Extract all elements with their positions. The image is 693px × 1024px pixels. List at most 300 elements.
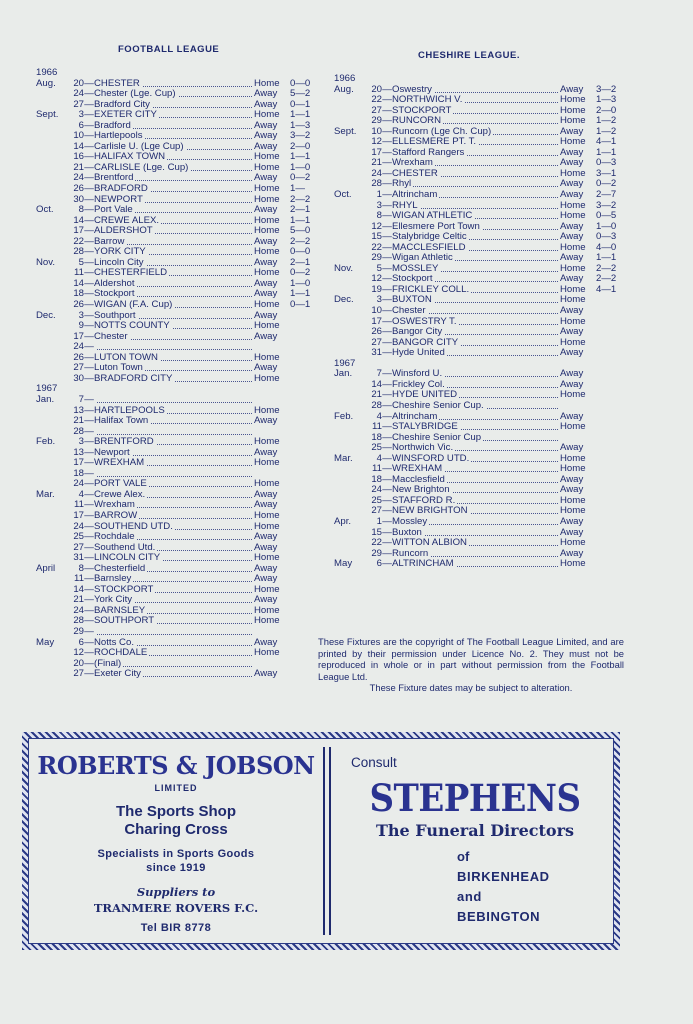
fixture-month (334, 137, 368, 148)
fixture-score (290, 606, 318, 617)
opponent-name: BRADFORD CITY (94, 373, 173, 384)
fixture-month (36, 173, 70, 184)
opponent-name: Exeter City (94, 669, 141, 680)
fixture-date: 27 (371, 336, 382, 348)
fixture-opponent (94, 332, 254, 343)
fixture-dash: — (382, 494, 392, 506)
fixture-date: 26 (371, 326, 382, 338)
fixture-dash: — (84, 436, 94, 448)
fixture-opponent (94, 564, 254, 575)
ad-shop-line: Charing Cross (124, 821, 228, 838)
fixture-date: 31 (371, 347, 382, 359)
fixture-date: 1 (376, 515, 382, 527)
opponent-name: FRICKLEY COLL. (392, 284, 470, 295)
fixture-venue: Home (254, 478, 280, 490)
ad-place: BIRKENHEAD (457, 869, 550, 884)
fixture-date: 27 (371, 505, 382, 517)
opponent-name: Altrincham (392, 190, 438, 201)
fixture-dash: — (382, 421, 392, 433)
fixture-venue: Away (254, 573, 278, 585)
opponent-name: SOUTHPORT (94, 616, 155, 627)
ad-of: of (457, 849, 470, 864)
fixture-dash: — (382, 336, 392, 348)
opponent-name: Rochdale (94, 532, 135, 543)
opponent-name: CHESTERFIELD (94, 268, 168, 279)
opponent-name: Stockport (94, 289, 135, 300)
fixture-month: Sept. (334, 125, 357, 137)
opponent-name: BARNSLEY (94, 605, 146, 616)
ad-limited: LIMITED (154, 783, 198, 793)
fixture-month (36, 268, 70, 279)
fixture-date: 29 (371, 547, 382, 559)
fixture-month (36, 353, 70, 364)
fixture-opponent (94, 543, 254, 554)
opponent-name: Luton Town (94, 363, 143, 374)
fixture-row (334, 306, 624, 317)
opponent-name: CHESTER (94, 78, 140, 89)
fixture-venue: Home (560, 167, 586, 179)
fixture-opponent (392, 274, 560, 285)
fixture-month (36, 289, 70, 300)
fixture-month (36, 131, 70, 142)
fixture-venue: Home (254, 604, 280, 616)
fixture-venue (560, 401, 596, 412)
fixture-dash: — (84, 341, 94, 353)
fixture-opponent (94, 500, 254, 511)
fixture-dash: — (84, 372, 94, 384)
fixture-date: 27 (73, 362, 84, 374)
fixture-opponent (392, 285, 560, 296)
football-league-fixtures (36, 68, 318, 680)
fixture-dash: — (382, 294, 392, 306)
opponent-name: Ellesmere Port Town (392, 221, 480, 232)
fixture-score (290, 374, 318, 385)
fixture-opponent (392, 422, 560, 433)
fixture-date: 13 (73, 404, 84, 416)
cheshire-league-title: CHESHIRE LEAGUE. (418, 50, 520, 61)
fixture-score: 2—2 (596, 273, 617, 285)
fixture-venue: Away (254, 668, 278, 680)
fixture-venue: Home (254, 509, 280, 521)
fixture-venue: Away (254, 362, 278, 374)
fixture-date: 10 (371, 305, 382, 317)
fixture-date: 3 (78, 309, 84, 321)
fixture-month (334, 222, 368, 233)
fixture-month (334, 317, 368, 328)
fixture-score: 3—2 (290, 130, 311, 142)
fixture-score: 1—1 (290, 288, 311, 300)
fixture-opponent (94, 606, 254, 617)
fixture-month (36, 522, 70, 533)
fixture-month (36, 152, 70, 163)
opponent-name: STOCKPORT (392, 105, 452, 116)
opponent-name: (Final) (94, 658, 122, 669)
fixture-score (596, 295, 624, 306)
fixture-row (334, 559, 624, 570)
fixture-month (36, 669, 70, 680)
fixture-score (290, 490, 318, 501)
fixture-dash: — (382, 347, 392, 359)
fixture-venue: Home (254, 615, 280, 627)
fixture-opponent (94, 342, 254, 353)
fixture-score (290, 532, 318, 543)
fixture-venue: Away (560, 231, 584, 243)
fixture-venue: Away (254, 562, 278, 574)
opponent-name: Brentford (94, 173, 134, 184)
fixture-dash: — (382, 368, 392, 380)
fixture-date: 26 (73, 299, 84, 311)
fixture-score: 4—0 (596, 241, 617, 253)
fixture-venue: Away (560, 368, 584, 380)
opponent-name (94, 342, 96, 352)
opponent-name: Macclesfield (392, 474, 445, 485)
fixture-month (334, 201, 368, 212)
fixture-date: 12 (371, 220, 382, 232)
opponent-name: Notts Co. (94, 637, 134, 648)
fixture-score (596, 338, 624, 349)
fixture-date: 14 (73, 277, 84, 289)
fixture-row (36, 184, 318, 195)
fixture-date: 10 (371, 125, 382, 137)
fixture-opponent (94, 237, 254, 248)
opponent-name: Carlisle U. (Lge Cup) (94, 141, 184, 152)
ad-and: and (457, 889, 482, 904)
fixture-venue: Home (254, 583, 280, 595)
fixture-month (334, 243, 368, 254)
fixture-date: 11 (74, 499, 84, 511)
fixture-dash: — (84, 446, 94, 458)
opponent-name: YORK CITY (94, 247, 146, 258)
fixture-date: 14 (371, 378, 382, 390)
fixture-venue: Home (254, 552, 280, 564)
fixture-dash: — (84, 657, 94, 669)
fixture-month: Sept. (36, 109, 59, 121)
fixture-date: 27 (73, 98, 84, 110)
fixture-opponent (94, 279, 254, 290)
fixture-score (596, 422, 624, 433)
fixture-opponent (392, 169, 560, 180)
fixture-venue: Away (254, 235, 278, 247)
fixture-venue: Away (560, 125, 584, 137)
fixture-opponent (392, 137, 560, 148)
fixture-list-1967 (334, 369, 624, 569)
fixture-dash: — (382, 167, 392, 179)
fixture-dash: — (382, 199, 392, 211)
fixture-date: 12 (371, 136, 382, 148)
fixture-opponent (392, 401, 560, 412)
fixture-month (36, 163, 70, 174)
opponent-name: BRADFORD (94, 184, 148, 195)
fixture-venue: Home (254, 320, 280, 332)
fixture-row (334, 190, 624, 201)
fixture-month (36, 532, 70, 543)
fixture-opponent (94, 184, 254, 195)
fixture-dash: — (382, 326, 392, 338)
fixture-date: 24 (73, 88, 84, 100)
fixture-venue: Home (560, 494, 586, 506)
fixture-date: 27 (73, 668, 84, 680)
fixture-date: 4 (376, 452, 382, 464)
fixture-date: 18 (73, 467, 84, 479)
fixture-month (334, 158, 368, 169)
fixture-date: 30 (73, 372, 84, 384)
fixture-venue: Away (254, 140, 278, 152)
fixture-venue: Home (254, 214, 280, 226)
fixture-score (290, 311, 318, 322)
opponent-name: Rhyl (392, 179, 412, 190)
opponent-name: SOUTHEND UTD. (94, 521, 173, 532)
fixture-opponent (392, 338, 560, 349)
fixture-opponent (94, 121, 254, 132)
fixture-date: 8 (376, 210, 382, 222)
fixture-date: 25 (371, 442, 382, 454)
opponent-name: WREXHAM (392, 464, 443, 475)
opponent-name: Southend Utd. (94, 542, 156, 553)
fixture-venue: Away (560, 326, 584, 338)
fixture-opponent (392, 116, 560, 127)
opponent-name: EXETER CITY (94, 110, 157, 121)
fixture-score: 0—3 (596, 231, 617, 243)
fixture-opponent (392, 295, 560, 306)
fixture-venue: Home (560, 505, 586, 517)
fixture-score: 0—3 (596, 157, 617, 169)
fixture-venue: Away (254, 415, 278, 427)
fixture-score: 1—3 (290, 119, 311, 131)
fixture-month: May (334, 558, 353, 570)
fixture-venue: Away (254, 488, 278, 500)
fixture-score (596, 559, 624, 570)
fixture-score (290, 342, 318, 353)
fixture-score (290, 479, 318, 490)
ad-tagline: The Funeral Directors (375, 821, 575, 840)
fixture-date: 30 (73, 193, 84, 205)
opponent-name: Frickley Col. (392, 379, 445, 390)
fixture-month (334, 148, 368, 159)
opponent-name: Crewe Alex. (94, 489, 146, 500)
fixture-month (334, 338, 368, 349)
fixture-opponent (392, 127, 560, 138)
fixture-opponent (94, 532, 254, 543)
fixture-month (36, 226, 70, 237)
opponent-name: Oswestry (392, 84, 432, 95)
fixture-opponent (392, 433, 560, 444)
fixture-opponent (392, 559, 560, 570)
fixture-dash: — (84, 499, 94, 511)
year-label: 1966 (334, 73, 356, 84)
fixture-dash: — (84, 183, 94, 195)
fixture-opponent (392, 264, 560, 275)
fixture-opponent (392, 475, 560, 486)
fixture-score: 0—1 (290, 98, 311, 110)
fixture-dash: — (84, 636, 94, 648)
fixture-date: 21 (371, 389, 382, 401)
fixture-dash: — (382, 252, 392, 264)
fixture-venue: Away (560, 347, 584, 359)
fixture-venue: Home (560, 104, 586, 116)
fixture-score (290, 416, 318, 427)
opponent-name: Buxton (392, 527, 422, 538)
year-label: 1967 (334, 357, 356, 369)
fixture-venue: Home (254, 193, 280, 205)
fixture-venue: Home (254, 267, 280, 279)
fixture-dash: — (382, 547, 392, 559)
fixture-score (290, 437, 318, 448)
fixture-venue: Home (560, 421, 586, 433)
fixture-date: 22 (73, 235, 84, 247)
fixture-score (596, 517, 624, 528)
fixture-venue: Home (560, 558, 586, 570)
fixture-dash: — (84, 625, 94, 637)
opponent-name: Chester (Lge. Cup) (94, 89, 176, 100)
fixture-venue: Away (560, 252, 584, 264)
fixture-venue (254, 395, 290, 406)
fixture-row (36, 300, 318, 311)
opponent-name (94, 395, 96, 405)
fixture-opponent (392, 179, 560, 190)
fixture-venue: Away (560, 157, 584, 169)
fixture-opponent (94, 205, 254, 216)
fixture-venue: Away (254, 594, 278, 606)
fixture-month: Oct. (334, 189, 352, 201)
fixture-dash: — (382, 463, 392, 475)
fixture-month (36, 279, 70, 290)
fixture-dash: — (84, 541, 94, 553)
fixture-score: 0—5 (596, 210, 617, 222)
fixture-score (596, 327, 624, 338)
fixture-date: 15 (371, 231, 382, 243)
fixture-date: 27 (73, 541, 84, 553)
fixture-date: 14 (73, 140, 84, 152)
fixture-opponent (392, 538, 560, 549)
fixture-date: 28 (371, 399, 382, 411)
fixture-dash: — (84, 246, 94, 258)
fixture-score: 1—1 (596, 146, 617, 158)
fixture-dash: — (84, 562, 94, 574)
fixture-date: 20 (371, 83, 382, 95)
fixture-dash: — (84, 193, 94, 205)
fixture-opponent (94, 406, 254, 417)
fixture-dash: — (84, 161, 94, 173)
fixture-opponent (392, 95, 560, 106)
fixture-score (290, 627, 318, 638)
fixture-dash: — (84, 225, 94, 237)
fixture-date: 28 (371, 178, 382, 190)
fixture-dash: — (84, 615, 94, 627)
fixture-row (334, 401, 624, 412)
fixture-score: 3—1 (596, 167, 617, 179)
fixture-dash: — (84, 478, 94, 490)
fixture-month (334, 95, 368, 106)
opponent-name: BANGOR CITY (392, 337, 459, 348)
fixture-opponent (94, 616, 254, 627)
opponent-name: ALDERSHOT (94, 226, 153, 237)
fixture-venue: Away (560, 178, 584, 190)
fixture-score (596, 538, 624, 549)
fixture-date: 28 (73, 615, 84, 627)
fixture-opponent (392, 148, 560, 159)
fixture-month: Feb. (334, 410, 354, 422)
opponent-name: BUXTON (392, 295, 432, 306)
fixture-date: 27 (371, 104, 382, 116)
fixture-score: 2—1 (290, 256, 311, 268)
fixture-month: Aug. (36, 77, 56, 89)
fixture-score: 0—0 (290, 77, 311, 89)
fixture-score (290, 585, 318, 596)
fixture-score (596, 348, 624, 359)
opponent-name: NEW BRIGHTON (392, 506, 468, 517)
fixture-month (36, 121, 70, 132)
fixture-date: 6 (376, 558, 382, 570)
fixture-opponent (94, 416, 254, 427)
fixture-venue: Away (560, 442, 584, 454)
fixture-opponent (392, 412, 560, 423)
fixture-score (290, 406, 318, 417)
fixture-list-1967 (36, 395, 318, 680)
fixture-date: 15 (371, 526, 382, 538)
fixture-venue: Away (254, 636, 278, 648)
opponent-name: LINCOLN CITY (94, 553, 161, 564)
fixture-dash: — (84, 172, 94, 184)
fixture-score: 0—2 (290, 267, 311, 279)
opponent-name: MOSSLEY (392, 263, 439, 274)
fixture-score (290, 363, 318, 374)
opponent-name: WIGAN (F.A. Cup) (94, 300, 173, 311)
fixture-month (334, 464, 368, 475)
fixture-date: 14 (73, 214, 84, 226)
fixture-venue: Away (560, 484, 584, 496)
fixture-dash: — (84, 594, 94, 606)
fixture-month: Feb. (36, 436, 56, 448)
fixture-date: 6 (78, 636, 84, 648)
fixture-date: 3 (78, 109, 84, 121)
fixture-dash: — (382, 136, 392, 148)
fixture-month: Nov. (36, 256, 56, 268)
fixture-dash: — (382, 262, 392, 274)
fixture-score: 1— (290, 183, 305, 195)
ad-telephone: Tel BIR 8778 (140, 922, 212, 934)
fixture-score (290, 648, 318, 659)
fixture-dash: — (84, 88, 94, 100)
fixture-opponent (392, 390, 560, 401)
fixture-score (596, 485, 624, 496)
fixture-opponent (94, 258, 254, 269)
fixture-date: 29 (73, 625, 84, 637)
fixture-score: 0—0 (290, 246, 311, 258)
fixture-month (36, 648, 70, 659)
fixture-score: 1—2 (596, 115, 617, 127)
fixture-date: 17 (73, 330, 84, 342)
fixture-month (36, 659, 70, 670)
fixture-opponent (392, 506, 560, 517)
opponent-name: Halifax Town (94, 416, 149, 427)
fixture-month (334, 538, 368, 549)
fixture-score (290, 511, 318, 522)
opponent-name: WINSFORD UTD. (392, 453, 470, 464)
opponent-name: Barnsley (94, 574, 132, 585)
fixture-row (36, 416, 318, 427)
fixture-opponent (94, 448, 254, 459)
ad-consult: Consult (351, 755, 397, 770)
fixture-opponent (94, 163, 254, 174)
opponent-name: Chester (94, 331, 128, 342)
fixture-dash: — (84, 130, 94, 142)
fixture-date: 9 (78, 320, 84, 332)
fixture-venue: Home (254, 647, 280, 659)
fixture-dash: — (84, 77, 94, 89)
fixture-venue: Away (254, 330, 278, 342)
fixture-dash: — (84, 393, 94, 405)
fixture-date: 18 (73, 288, 84, 300)
